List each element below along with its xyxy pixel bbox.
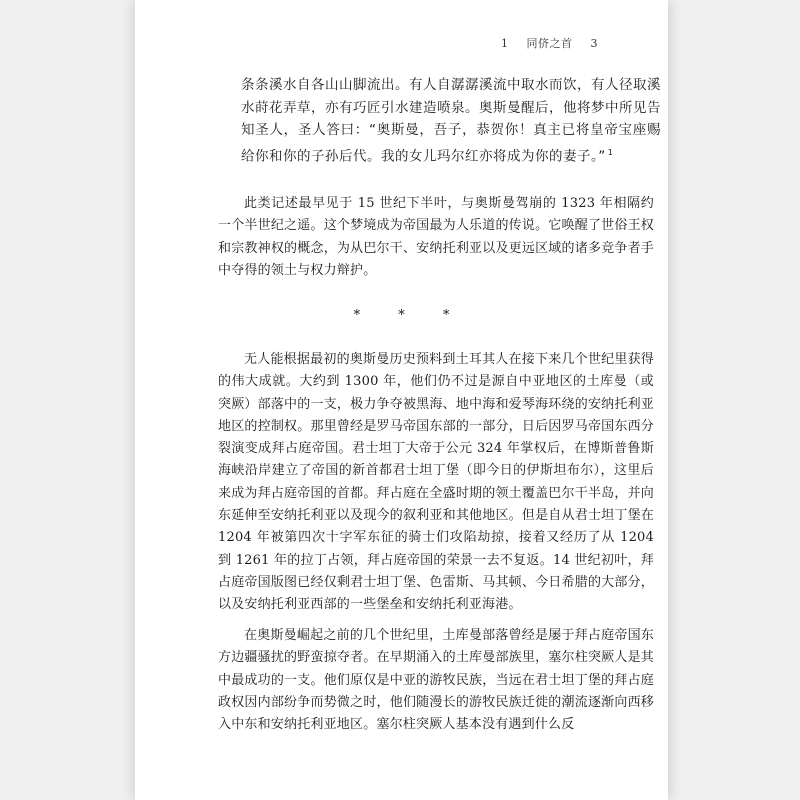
- paragraph-2: [218, 349, 654, 617]
- paragraph-text: 在奥斯曼崛起之前的几个世纪里，土库曼部落曾经是屡于拜占庭帝国东方边疆骚扰的野蛮掠夺者。在早期涌入的土库曼部族里，塞尔柱突厥人是其中最成功的一支。他们原仅是中亚的游牧民族，当远在君士坦丁堡的拜占庭政权因内部纷争而势微之时，他们随漫长的游牧民族迁徙的潮流逐渐向西移入中东和安纳托利亚地区。塞尔柱突厥人基本没有遇到什么反: [218, 628, 654, 733]
- asterisk: *: [398, 308, 405, 323]
- asterisk: *: [353, 308, 361, 323]
- paragraph-text: 无人能根据最初的奥斯曼历史预料到土耳其人在接下来几个世纪里获得的伟大成就。大约到 1300 年，他们仍不过是源自中亚地区的土库曼（或突厥）部落中的一支，极力争夺被黑海、地中海和爱琴海环绕的安纳托利亚地区的控制权。那里曾经是罗马帝国东部的一部分，日后因罗马帝国东西分裂演变成拜占庭帝国。君士坦丁大帝于公元 324 年掌权后，在博斯普鲁斯海峡沿岸建立了帝国的新首都君士坦丁堡（即今日的伊斯坦布尔），这里后来成为拜占庭帝国的首都。拜占庭在全盛时期的领土覆盖巴尔干半岛，并向东延伸至安纳托利亚以及现今的叙利亚和其他地区。但是自从君士坦丁堡在 1204 年被第四次十字军东征的骑士们攻陷劫掠，接着又经历了从 1204 到 1261 年的拉丁占领，拜占庭帝国的荣景一去不复返。14 世纪初叶，拜占庭帝国版图已经仅剩君士坦丁堡、色雷斯、马其顿、今日希腊的大部分，以及安纳托利亚西部的一些堡垒和安纳托利亚海港。: [218, 352, 654, 613]
- chapter-number: 1: [501, 37, 509, 50]
- paragraph-text: 此类记述最早见于 15 世纪下半叶，与奥斯曼驾崩的 1323 年相隔约一个半世纪之遥。这个梦境成为帝国最为人乐道的传说。它唤醒了世俗王权和宗教神权的概念，为从巴尔干、安纳托利亚以及更远区域的诸多竞争者手中夺得的领土与权力辩护。: [218, 196, 654, 278]
- chapter-title: 同侪之首: [526, 37, 573, 50]
- block-quote: [241, 74, 661, 168]
- asterisk: *: [442, 308, 450, 323]
- footnote-marker: 1: [607, 147, 614, 157]
- paragraph-1: [218, 193, 654, 282]
- quote-text: 条条溪水自各山山脚流出。有人自潺潺溪流中取水而饮，有人径取溪水莳花弄草，亦有巧匠引水建造喷泉。奥斯曼醒后，他将梦中所见告知圣人，圣人答曰：“奥斯曼，吾子，恭贺你！真主已将皇帝宝座赐给你和你的子孙后代。我的女儿玛尔红亦将成为你的妻子。”: [241, 77, 661, 164]
- book-page: [135, 0, 668, 800]
- running-head: [501, 35, 598, 51]
- section-break: [135, 308, 668, 323]
- paragraph-3: [218, 625, 654, 736]
- page-number: 3: [590, 37, 598, 50]
